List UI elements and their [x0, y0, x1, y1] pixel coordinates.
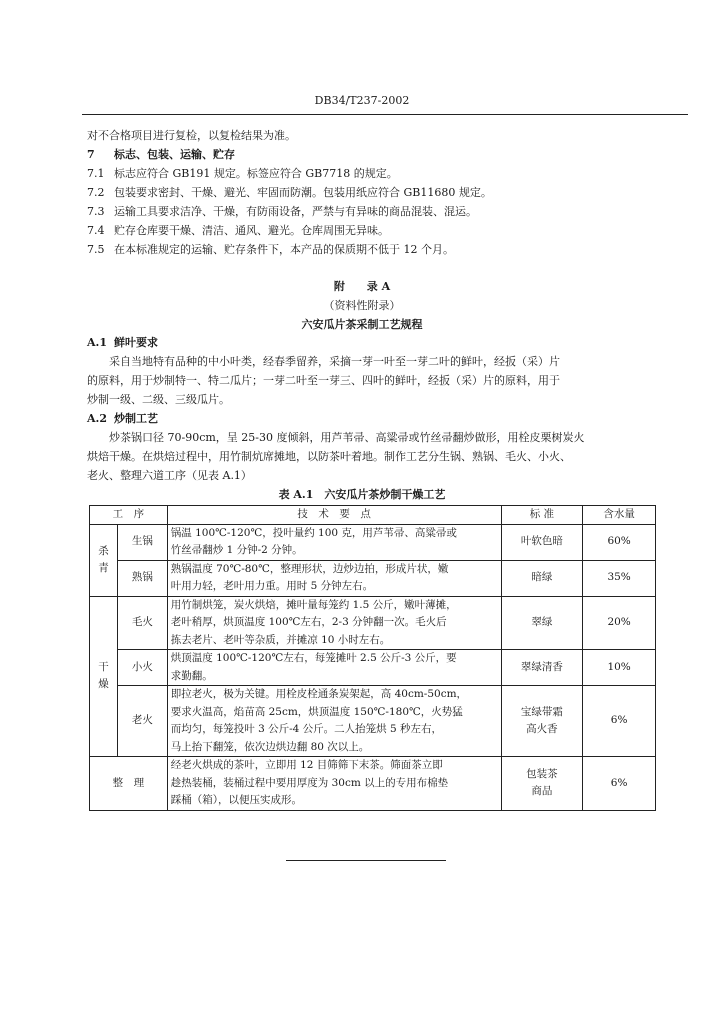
clause-text: 运输工具要求洁净、干燥，有防雨设备，严禁与有异味的商品混装、混运。: [114, 205, 477, 218]
clause-7-4: [87, 224, 389, 238]
standard-cell: 叶软色暗: [501, 524, 583, 560]
a1-paragraph-line: 采自当地特有品种的中小叶类，经春季留养，采摘一芽一叶至一芽二叶的鲜叶，经扳（采）片: [109, 355, 560, 368]
clause-7-2: [87, 186, 492, 200]
tech-cell: 烘顶温度 100℃-120℃左右，每笼摊叶 2.5 公斤-3 公斤，要 求勤翻。: [167, 650, 501, 686]
clause-number: 7.4: [87, 224, 105, 237]
step-cell: 毛火: [117, 596, 167, 650]
table-row: [90, 524, 656, 560]
step-cell: 小火: [117, 650, 167, 686]
standard-cell: 宝绿带霜 高火香: [501, 686, 583, 757]
clause-number: 7.1: [87, 167, 105, 180]
end-rule: [286, 860, 446, 861]
table-row: [90, 650, 656, 686]
a1-paragraph-line: 炒制一级、二级、三级瓜片。: [87, 393, 230, 406]
moisture-cell: 20%: [583, 596, 656, 650]
moisture-cell: 35%: [583, 560, 656, 596]
moisture-cell: 6%: [583, 686, 656, 757]
a2-paragraph-line: 老火、整理六道工序（见表 A.1）: [87, 469, 252, 482]
tech-cell: 即拉老火，极为关键。用栓皮栓通条炭架起，高 40cm-50cm， 要求火温高，焰苗高 25cm，烘顶温度 150℃-180℃，火势猛 而均匀，每笼投叶 3 公斤-4 公斤。二人抬笼烘 5 秒左右， 马上抬下翻笼，依次边烘边翻 80 次以上。: [167, 686, 501, 757]
clause-text: 标志应符合 GB191 规定。标签应符合 GB7718 的规定。: [114, 167, 398, 180]
appendix-type: （资料性附录）: [323, 299, 401, 312]
a2-number: A.2: [87, 412, 108, 425]
document-code-header: DB34/T237-2002: [314, 94, 410, 107]
tech-cell: 经老火烘成的茶叶，立即用 12 目筛筛下末茶。筛面茶立即 趁热装桶，装桶过程中要用厚度为 30cm 以上的专用布棉垫 踩桶（箱），以便压实成形。: [167, 757, 501, 811]
standard-cell: 暗绿: [501, 560, 583, 596]
tech-cell: 锅温 100℃-120℃，投叶量约 100 克，用芦苇帚、高粱帚或 竹丝帚翻炒 1 分钟-2 分钟。: [167, 524, 501, 560]
standard-cell: 翠绿: [501, 596, 583, 650]
a2-paragraph-line: 烘焙干燥。在烘焙过程中，用竹制炕席摊地，以防茶叶着地。制作工艺分生锅、熟锅、毛火、小火、: [87, 450, 571, 463]
a1-number: A.1: [87, 336, 108, 349]
step-cell: 生锅: [117, 524, 167, 560]
table-row: [90, 560, 656, 596]
group-zhengli: 整 理: [90, 757, 168, 811]
table-header-row: [90, 506, 656, 525]
moisture-cell: 60%: [583, 524, 656, 560]
appendix-label: 附 录 A: [333, 280, 391, 293]
header-rule: [82, 114, 688, 115]
clause-7-1: [87, 167, 398, 181]
a1-heading: [87, 336, 158, 350]
moisture-cell: 10%: [583, 650, 656, 686]
table-row: [90, 596, 656, 650]
header-process: 工 序: [90, 506, 168, 525]
clause-number: 7.3: [87, 205, 105, 218]
clause-7-5: [87, 243, 454, 257]
a1-title: 鲜叶要求: [114, 336, 158, 349]
clause-text: 在本标准规定的运输、贮存条件下，本产品的保质期不低于 12 个月。: [114, 243, 454, 256]
step-cell: 老火: [117, 686, 167, 757]
appendix-title: 六安瓜片茶采制工艺规程: [301, 318, 423, 331]
a2-heading: [87, 412, 158, 426]
clause-number: 7.2: [87, 186, 105, 199]
table-row: [90, 686, 656, 757]
process-table: [89, 505, 656, 811]
intro-line: 对不合格项目进行复检，以复检结果为准。: [87, 129, 296, 142]
clause-7-3: [87, 205, 477, 219]
group-ganzao: 干 燥: [90, 596, 118, 757]
table-row: [90, 757, 656, 811]
step-cell: 熟锅: [117, 560, 167, 596]
header-tech: 技 术 要 点: [167, 506, 501, 525]
group-shaqing: 杀 青: [90, 524, 118, 596]
tech-cell: 熟锅温度 70℃-80℃，整理形状，边炒边拍，形成片状，嫩 叶用力轻，老叶用力重。用时 5 分钟左右。: [167, 560, 501, 596]
moisture-cell: 6%: [583, 757, 656, 811]
clause-text: 贮存仓库要干燥、清洁、通风、避光。仓库周围无异味。: [114, 224, 389, 237]
standard-cell: 包装茶 商品: [501, 757, 583, 811]
a1-paragraph-line: 的原料，用于炒制特一、特二瓜片；一芽二叶至一芽三、四叶的鲜叶，经扳（采）片的原料，用于: [87, 374, 560, 387]
clause-text: 包装要求密封、干燥、避光、牢固而防潮。包装用纸应符合 GB11680 规定。: [114, 186, 492, 199]
table-caption: 表 A.1 六安瓜片茶炒制干燥工艺: [278, 488, 446, 501]
section-7-heading: [87, 148, 235, 162]
header-moisture: 含水量: [583, 506, 656, 525]
tech-cell: 用竹制烘笼，炭火烘焙，摊叶量每笼约 1.5 公斤，嫩叶薄摊， 老叶稍厚，烘顶温度 100℃左右，2-3 分钟翻一次。毛火后 拣去老片、老叶等杂质，并摊凉 10 小时左右。: [167, 596, 501, 650]
a2-title: 炒制工艺: [114, 412, 158, 425]
header-standard: 标 准: [501, 506, 583, 525]
clause-number: 7.5: [87, 243, 105, 256]
section-7-number: 7: [87, 148, 95, 161]
standard-cell: 翠绿清香: [501, 650, 583, 686]
a2-paragraph-line: 炒茶锅口径 70-90cm，呈 25-30 度倾斜，用芦苇帚、高粱帚或竹丝帚翻炒做形，用栓皮栗树炭火: [109, 431, 585, 444]
section-7-title: 标志、包装、运输、贮存: [114, 148, 235, 161]
